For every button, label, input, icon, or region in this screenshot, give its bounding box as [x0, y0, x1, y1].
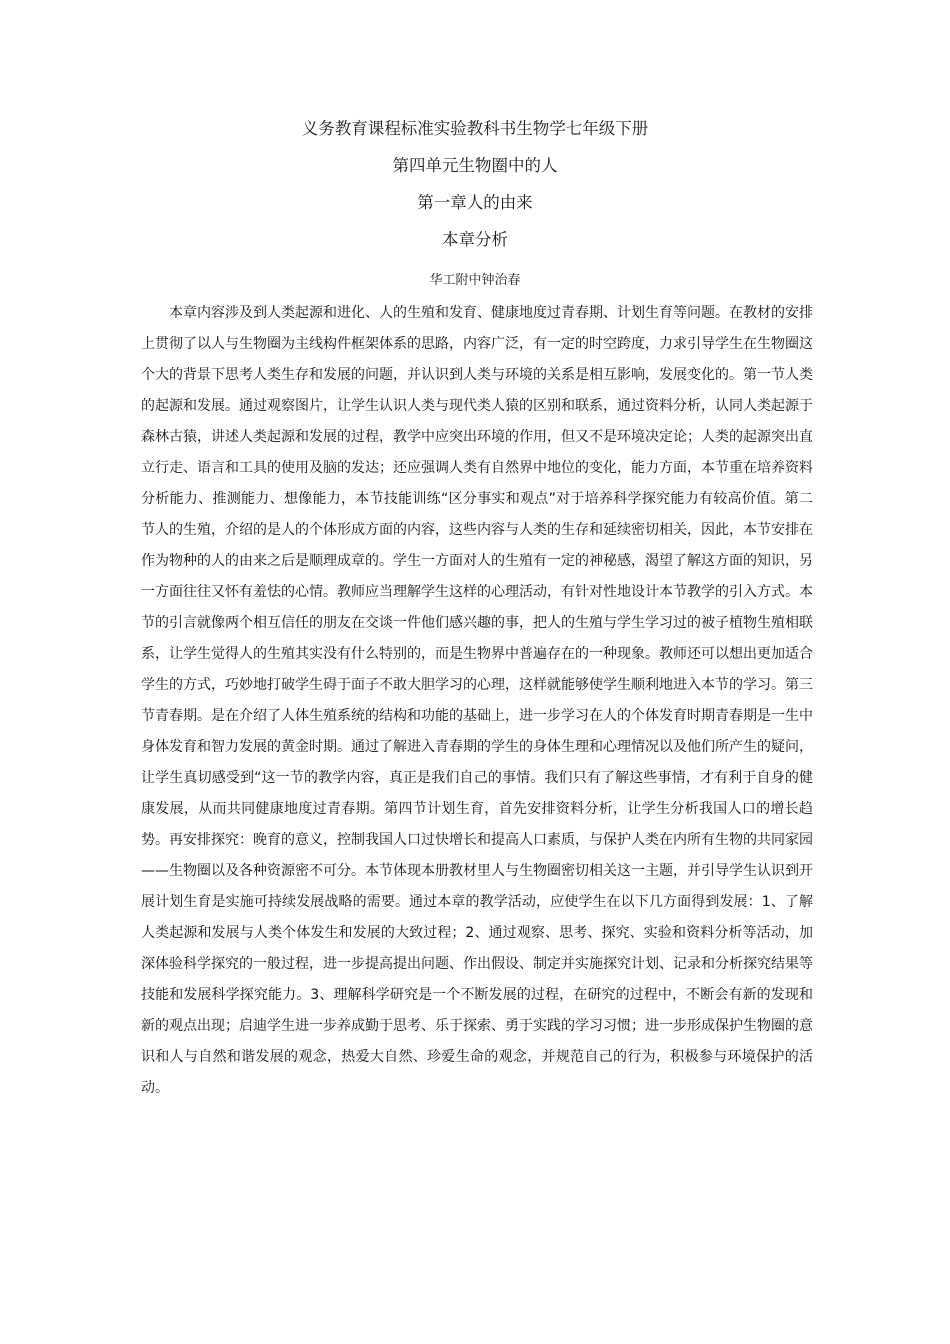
body-paragraph: 本章内容涉及到人类起源和进化、人的生殖和发育、健康地度过青春期、计划生育等问题。在教材的安排上贯彻了以人与生物圈为主线构件框架体系的思路，内容广泛，有一定的时空跨度，力求引导学生在生物圈这个大的背景下思考人类生存和发展的问题，并认识到人类与环境的关系是相互影响，发展变化的。第一节人类的起源和发展。通过观察图片，让学生认识人类与现代类人猿的区别和联系，通过资料分析，认同人类起源于森林古猿，讲述人类起源和发展的过程，教学中应突出环境的作用，但又不是环境决定论；人类的起源突出直立行走、语言和工具的使用及脑的发达；还应强调人类有自然界中地位的变化，能力方面，本节重在培养资料分析能力、推测能力、想像能力，本节技能训练“区分事实和观点”对于培养科学探究能力有较高价值。第二节人的生殖，介绍的是人的个体形成方面的内容，这些内容与人类的生存和延续密切相关，因此，本节安排在作为物种的人的由来之后是顺理成章的。学生一方面对人的生殖有一定的神秘感，渴望了解这方面的知识，另一方面往往又怀有羞怯的心情。教师应当理解学生这样的心理活动，有针对性地设计本节教学的引入方式。本节的引言就像两个相互信任的朋友在交谈一件他们感兴趣的事，把人的生殖与学生学习过的被子植物生殖相联系，让学生觉得人的生殖其实没有什么特别的，而是生物界中普遍存在的一种现象。教师还可以想出更加适合学生的方式，巧妙地打破学生碍于面子不敢大胆学习的心理，这样就能够使学生顺利地进入本节的学习。第三节青春期。是在介绍了人体生殖系统的结构和功能的基础上，进一步学习在人的个体发育时期青春期是一生中身体发育和智力发展的黄金时期。通过了解进入青春期的学生的身体生理和心理情况以及他们所产生的疑问，让学生真切感受到“这一节的教学内容，真正是我们自己的事情。我们只有了解这些事情，才有利于自身的健康发展，从而共同健康地度过青春期。第四节计划生育，首先安排资料分析，让学生分析我国人口的增长趋势。再安排探究：晚育的意义，控制我国人口过快增长和提高人口素质，与保护人类在内所有生物的共同家园——生物圈以及各种资源密不可分。本节体现本册教材里人与生物圈密切相关这一主题，并引导学生认识到开展计划生育是实施可持续发展战略的需要。通过本章的教学活动，应使学生在以下几方面得到发展：1、了解人类起源和发展与人类个体发生和发展的大致过程；2、通过观察、思考、探究、实验和资料分析等活动，加深体验科学探究的一般过程，进一步提高提出问题、作出假设、制定并实施探究计划、记录和分析探究结果等技能和发展科学探究能力。3、理解科学研究是一个不断发展的过程，在研究的过程中，不断会有新的发现和新的观点出现；启迪学生进一步养成勤于思考、乐于探索、勇于实践的学习习惯；进一步形成保护生物圈的意识和人与自然和谐发展的观念，热爱大自然、珍爱生命的观念，并规范自己的行为，积极参与环境保护的活动。 [141, 305, 813, 1096]
section-title: 本章分析 [442, 230, 508, 249]
chapter-title: 第一章人的由来 [417, 193, 533, 212]
textbook-title: 义务教育课程标准实验教科书生物学七年级下册 [301, 119, 649, 138]
unit-title: 第四单元生物圈中的人 [392, 156, 558, 175]
author-line: 华工附中钟治春 [429, 273, 521, 288]
